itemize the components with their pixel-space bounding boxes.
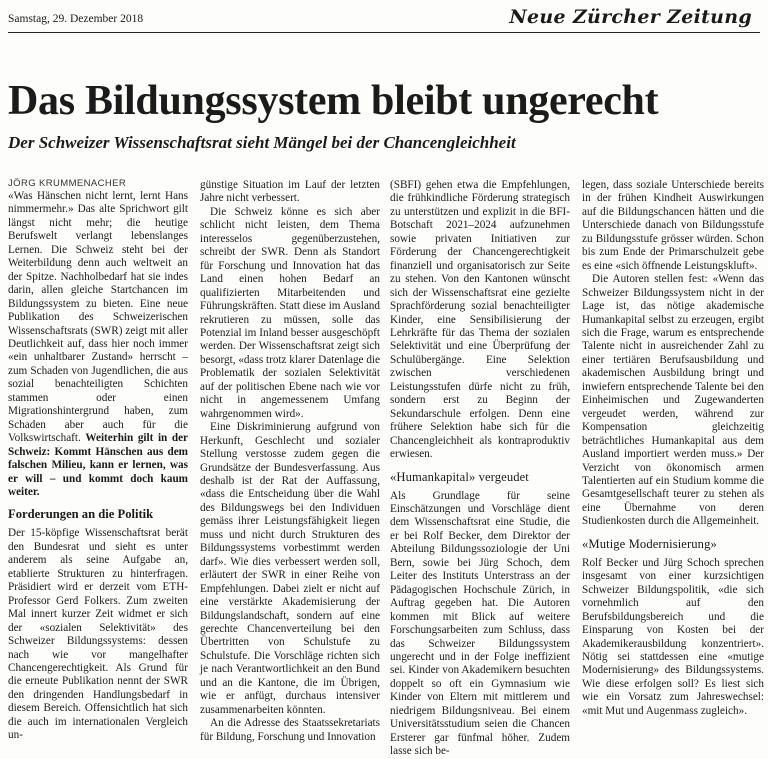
paragraph: Rolf Becker und Jürg Schoch sprechen insgesamt von einer kurzsichtigen Schweizer Bildungspolitik, «die sich vornehmlich auf den Berufsbildungsbereich und die Einsparung von Kosten bei der Akademikerausbildung konzentriert». Nötig sei stattdessen eine «mutige Modernisierung» des Bildungssystems. Wie diese erfolgen soll? Es liest sich wie ein Vorsatz zum Jahreswechsel: «mit Mut und Augenmass zugleich». [582, 556, 764, 717]
paragraph: Eine Diskriminierung aufgrund von Herkunft, Geschlecht und sozialer Stellung verstosse zudem gegen die Grundsätze der Bundesverfassung. Aus deshalb ist der Rat der Auffassung, «dass die Entscheidung über die Wahl des Bildungswegs bei den Individuen gemäss ihrer Leistungsfähigkeit liegen muss und nicht durch Strukturen des Bildungssystems vorbestimmt werden darf». Wie dies verbessert werden soll, erläutert der SWR in einer Reihe von Empfehlungen. Dabei zielt er nicht auf eine verstärkte Akademisierung der Bildungslandschaft, sondern auf eine gerechte Chancenverteilung bei den Übertritten von Schulstufe zu Schulstufe. Die Vorschläge richten sich je nach Verantwortlichkeit an den Bund und an die Kantone, die im Übrigen, wie er anfügt, durchaus intensiver zusammenarbeiten könnten. [200, 421, 380, 716]
byline: JÖRG KRUMMENACHER [8, 178, 127, 189]
headline: Das Bildungssystem bleibt ungerecht [8, 78, 659, 124]
paragraph: An die Adresse des Staatssekretariats für Bildung, Forschung und Innovation [200, 717, 380, 743]
article-column-4 [582, 179, 764, 717]
paragraph: günstige Situation im Lauf der letzten Jahre nicht verbessert. [200, 179, 380, 205]
article-column-3 [390, 179, 570, 758]
lead-text: «Was Hänschen nicht lernt, lernt Hans nimmermehr.» Das alte Sprichwort gilt längst nicht mehr; die heutige Berufswelt verlangt lebenslanges Lernen. Die Schweiz steht bei der Weiterbildung denn auch weltweit an der Spitze. Nachholbedarf hat sie indes darin, allen gleiche Startchancen im Bildungssystem zu bieten. Eine neue Publikation des Schweizerischen Wissenschaftsrats (SWR) zeigt mit aller Deutlichkeit auf, dass hier noch immer «ein unhaltbarer Zustand» herrscht – zum Schaden von Jugendlichen, die aus sozial benachteiligten Schichten stammen oder einen Migrationshintergrund haben, zum Schaden aber auch für die Volkswirtschaft. [8, 190, 188, 445]
paragraph: Die Schweiz könne es sich aber schlicht nicht leisten, dem Thema interesselos gegenüberzustehen, schreibt der SWR. Denn als Standort für Forschung und Innovation hat das Land einen hohen Bedarf an qualifizierten Mitarbeitenden und Führungskräften. Statt diese im Ausland rekrutieren zu müssen, solle das Potenzial im Inland besser ausgeschöpft werden. Der Wissenschaftsrat zeigt sich besorgt, «dass trotz klarer Datenlage die Problematik der sozialen Selektivität auf der politischen Ebene nach wie vor nicht in angemessenem Umfang wahrgenommen wird». [200, 205, 380, 420]
newspaper-name: Neue Zürcher Zeitung [509, 6, 752, 28]
paragraph [8, 190, 188, 499]
lead-bold-text: Weiterhin gilt in der Schweiz: Kommt Hänschen aus dem falschen Milieu, kann er lernen, was er will – und kommt doch kaum weiter. [8, 432, 189, 498]
paragraph: (SBFI) gehen etwa die Empfehlungen, die frühkindliche Förderung strategisch zu unterstützen und explizit in die BFI-Botschaft 2021–2024 aufzunehmen sowie privaten Initiativen zur Förderung der Chancengerechtigkeit finanziell und organisatorisch zur Seite zu stehen. Von den Kantonen wünscht sich der Wissenschaftsrat eine gezielte Sprachförderung sozial benachteiligter Kinder, eine Sensibilisierung der Lehrkräfte für das Thema der sozialen Selektivität und eine Überprüfung der Schulübergänge. Eine Selektion zwischen verschiedenen Leistungsstufen dürfe nicht zu früh, sondern erst zu Beginn der Sekundarschule erfolgen. Denn eine frühere Selektion habe sich für die Chancengleichheit als kontraproduktiv erwiesen. [390, 179, 570, 461]
paragraph: Der 15-köpfige Wissenschaftsrat berät den Bundesrat und sieht es unter anderem als seine Aufgabe an, etablierte Strukturen zu hinterfragen. Präsidiert wird er derzeit vom ETH-Professor Gerd Folkers. Zum zweiten Mal innert kurzer Zeit widmet er sich der «sozialen Selektivität» des Schweizer Bildungssystems: dessen nach wie vor mangelhafter Chancengerechtigkeit. Als Grund für die erneute Publikation nennt der SWR den dringenden Handlungsbedarf in diesem Bereich. Offensichtlich hat sich die auch im internationalen Vergleich un- [8, 527, 188, 742]
subheadline: Der Schweizer Wissenschaftsrat sieht Mängel bei der Chancengleichheit [8, 133, 516, 152]
masthead-rule [8, 32, 760, 33]
paragraph: legen, dass soziale Unterschiede bereits in der frühen Kindheit Auswirkungen auf die Bildungschancen hätten und die Unterschiede danach von Bildungsstufe zu Bildungsstufe grösser würden. Schon bis zum Ende der Primarschulzeit gebe es eine «sich öffnende Leistungskluft». [582, 179, 764, 272]
article-column-2 [200, 179, 380, 743]
section-heading: «Humankapital» vergeudet [390, 469, 529, 484]
section-heading: Forderungen an die Politik [8, 507, 154, 522]
paragraph: Als Grundlage für seine Einschätzungen und Vorschläge dient dem Wissenschaftsrat eine Studie, die er bei Rolf Becker, dem Direktor der Abteilung Bildungssoziologie der Uni Bern, sowie bei Jürg Schoch, dem Leiter des Instituts Unterstrass an der Pädagogischen Hochschule Zürich, in Auftrag gegeben hat. Die Autoren kommen mit Blick auf weitere Forschungsarbeiten zum Schluss, dass das Schweizer Bildungssystem ungerecht und in der Folge ineffizient sei. Kinder von Akademikern besuchten doppelt so oft ein Gymnasium wie Kinder von Eltern mit mittlerem und niedrigem Bildungsniveau. Bei einem Universitätsstudium seien die Chancen Ersterer gar fünfmal höher. Zudem lasse sich be- [390, 489, 570, 758]
section-heading: «Mutige Modernisierung» [582, 536, 717, 551]
article-column-1 [8, 190, 189, 742]
paragraph: Die Autoren stellen fest: «Wenn das Schweizer Bildungssystem nicht in der Lage ist, das nötige akademische Humankapital selbst zu erzeugen, ergibt sich die Frage, warum es entsprechende Talente nicht in ausreichender Zahl zu einer tertiären Berufsausbildung und akademischen Ausbildung bringt und inwiefern entsprechende Talente bei den Einheimischen und Zugewanderten vergeudet werden, während zur Kompensation gleichzeitig beträchtliches Humankapital aus dem Ausland importiert werden muss.» Der Verzicht von ökonomisch armen Talentierten auf ein Studium komme die Gesamtgesellschaft teurer zu stehen als eine Übernahme von deren Studienkosten durch die Allgemeinheit. [582, 273, 764, 528]
issue-date: Samstag, 29. Dezember 2018 [8, 13, 144, 25]
masthead [8, 4, 760, 28]
